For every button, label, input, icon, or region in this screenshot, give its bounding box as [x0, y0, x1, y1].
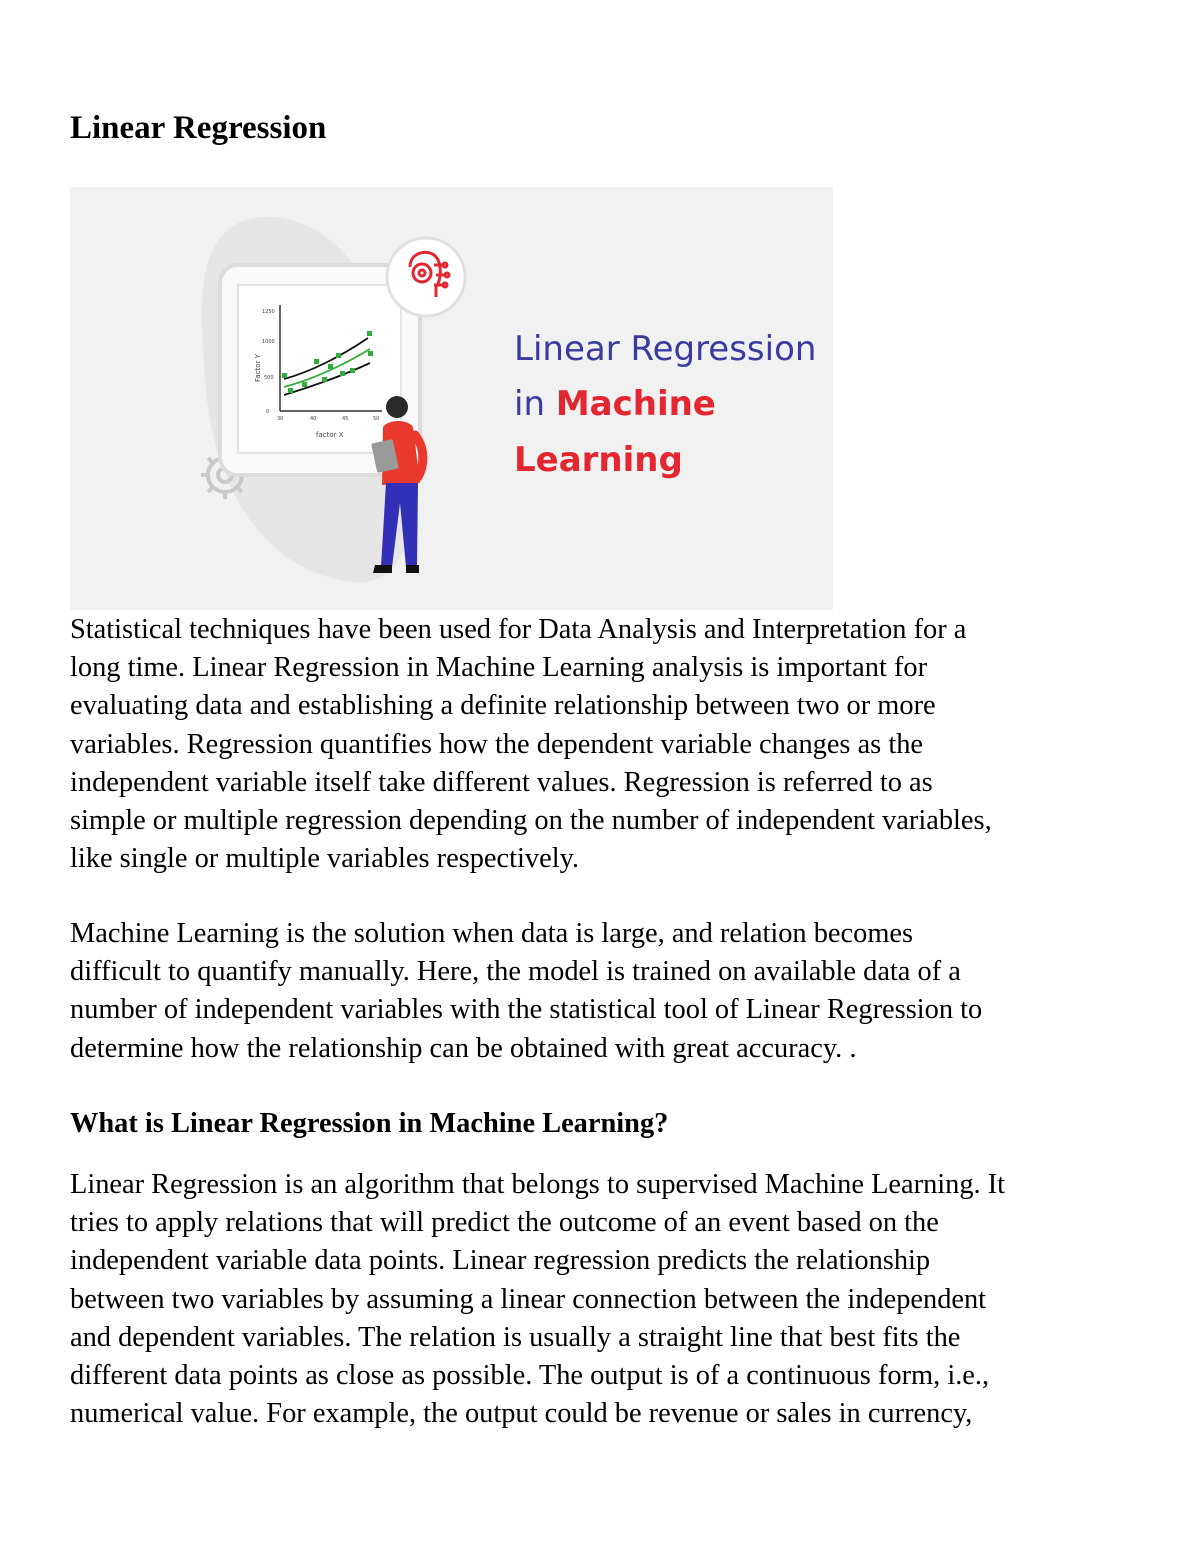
text-line: determine how the relationship can be obtained with great accuracy. . — [70, 1032, 857, 1064]
chart-x-label: factor X — [316, 431, 344, 439]
ai-badge — [387, 238, 465, 316]
data-point — [368, 351, 373, 356]
text-line: variables. Regression quantifies how the dependent variable changes as the — [70, 728, 924, 760]
text-line: numerical value. For example, the output could be revenue or sales in currency, — [70, 1398, 973, 1430]
data-point — [288, 388, 293, 393]
chart-ytick: 0 — [266, 409, 270, 415]
page-title: Linear Regression — [70, 110, 327, 146]
chart-ytick: 1000 — [262, 339, 275, 345]
paragraph-intro — [70, 611, 1140, 878]
banner-title-line3: Learning — [514, 440, 683, 480]
data-point — [328, 364, 333, 369]
banner-line2-highlight: Machine — [555, 384, 716, 424]
text-line: Statistical techniques have been used for Data Analysis and Interpretation for a — [70, 614, 967, 645]
data-point — [367, 331, 372, 336]
text-line: different data points as close as possible. The output is of a continuous form, i.e., — [70, 1360, 990, 1392]
chart-xtick: 30 — [277, 416, 284, 422]
data-point — [314, 359, 319, 364]
text-line: and dependent variables. The relation is usually a straight line that best fits the — [70, 1321, 961, 1353]
text-line: between two variables by assuming a linear connection between the independent — [70, 1283, 987, 1315]
text-line: independent variable data points. Linear regression predicts the relationship — [70, 1245, 931, 1277]
person-head — [386, 396, 408, 418]
text-line: tries to apply relations that will predict the outcome of an event based on the — [70, 1207, 939, 1239]
text-line: like single or multiple variables respectively. — [70, 843, 580, 875]
data-point — [336, 353, 341, 358]
chart-y-label: Factor Y — [254, 354, 262, 382]
text-line: long time. Linear Regression in Machine Learning analysis is important for — [70, 652, 928, 684]
banner-title-line2 — [514, 384, 716, 424]
data-point — [302, 382, 307, 387]
data-point — [322, 377, 327, 382]
paragraph-definition — [70, 1166, 1140, 1433]
chart-xtick: 50 — [373, 416, 380, 422]
text-line: evaluating data and establishing a definite relationship between two or more — [70, 690, 936, 722]
text-line: simple or multiple regression depending on the number of independent variables, — [70, 805, 992, 837]
chart-xtick: 40 — [310, 416, 317, 422]
text-line: difficult to quantify manually. Here, the model is trained on available data of a — [70, 956, 961, 988]
text-line: Machine Learning is the solution when data is large, and relation becomes — [70, 918, 914, 949]
chart-ytick: 500 — [264, 375, 274, 381]
text-line: number of independent variables with the statistical tool of Linear Regression to — [70, 994, 983, 1026]
data-point — [350, 368, 355, 373]
banner-line2-prefix: in — [514, 384, 556, 424]
paragraph-machine-learning — [70, 915, 1140, 1068]
left-shoe — [373, 565, 392, 573]
chart-xtick: 45 — [342, 416, 349, 422]
data-point — [340, 371, 345, 376]
text-line: independent variable itself take different values. Regression is referred to as — [70, 766, 933, 798]
banner-image — [70, 187, 833, 610]
right-shoe — [406, 565, 419, 573]
banner-title-line1: Linear Regression — [514, 329, 817, 369]
data-point — [282, 373, 287, 378]
section-heading: What is Linear Regression in Machine Learning? — [70, 1108, 669, 1139]
text-line: Linear Regression is an algorithm that belongs to supervised Machine Learning. It — [70, 1169, 1006, 1200]
chart-ytick: 1250 — [262, 309, 275, 315]
